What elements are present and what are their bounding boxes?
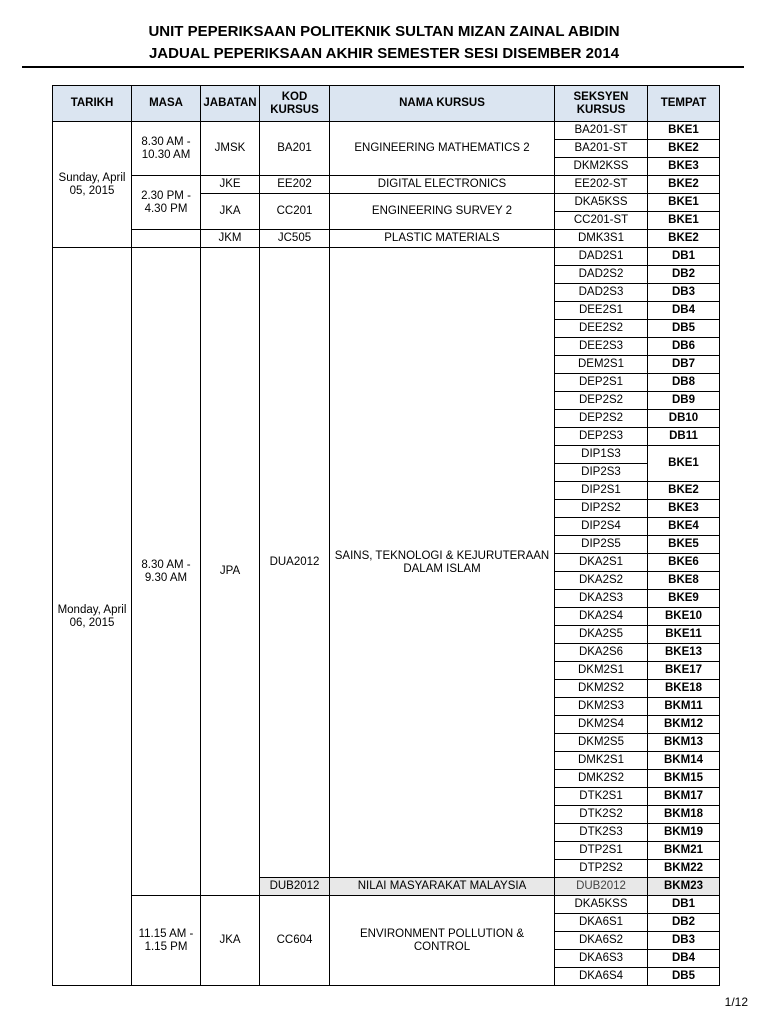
time-cell: 8.30 AM - 9.30 AM xyxy=(132,248,201,896)
jabatan-cell: JMSK xyxy=(201,122,260,176)
nama-kursus-cell: ENGINEERING SURVEY 2 xyxy=(330,194,555,230)
seksyen-cell: DIP2S2 xyxy=(555,500,648,518)
tempat-cell: BKE5 xyxy=(648,536,720,554)
col-header-nama-kursus: NAMA KURSUS xyxy=(330,86,555,122)
tempat-cell: BKE2 xyxy=(648,230,720,248)
seksyen-cell: DKA6S2 xyxy=(555,932,648,950)
tempat-cell: DB2 xyxy=(648,914,720,932)
seksyen-cell: DKM2S2 xyxy=(555,680,648,698)
seksyen-cell: DKA6S1 xyxy=(555,914,648,932)
seksyen-cell: DEE2S3 xyxy=(555,338,648,356)
seksyen-cell: DKA6S4 xyxy=(555,968,648,986)
tempat-cell: BKE1 xyxy=(648,194,720,212)
kod-kursus-cell: BA201 xyxy=(260,122,330,176)
tempat-cell: BKE2 xyxy=(648,140,720,158)
tempat-cell: DB4 xyxy=(648,950,720,968)
tempat-cell: DB7 xyxy=(648,356,720,374)
tempat-cell: DB4 xyxy=(648,302,720,320)
tempat-cell: DB6 xyxy=(648,338,720,356)
seksyen-cell: EE202-ST xyxy=(555,176,648,194)
date-cell: Sunday, April 05, 2015 xyxy=(53,122,132,248)
kod-kursus-cell: CC201 xyxy=(260,194,330,230)
tempat-cell: DB11 xyxy=(648,428,720,446)
seksyen-cell: DKA2S3 xyxy=(555,590,648,608)
seksyen-cell: DKM2S3 xyxy=(555,698,648,716)
nama-kursus-cell: ENVIRONMENT POLLUTION & CONTROL xyxy=(330,896,555,986)
col-header-seksyen-kursus: SEKSYEN KURSUS xyxy=(555,86,648,122)
seksyen-cell: DEM2S1 xyxy=(555,356,648,374)
seksyen-cell: DTK2S1 xyxy=(555,788,648,806)
tempat-cell: BKM22 xyxy=(648,860,720,878)
tempat-cell: BKE1 xyxy=(648,446,720,482)
tempat-cell: DB9 xyxy=(648,392,720,410)
tempat-cell: BKM17 xyxy=(648,788,720,806)
tempat-cell: BKM14 xyxy=(648,752,720,770)
table-header-row xyxy=(53,86,720,122)
tempat-cell: BKE8 xyxy=(648,572,720,590)
kod-kursus-cell: DUB2012 xyxy=(260,878,330,896)
kod-kursus-cell: JC505 xyxy=(260,230,330,248)
seksyen-cell: DIP2S5 xyxy=(555,536,648,554)
tempat-cell: BKE3 xyxy=(648,158,720,176)
time-cell: 11.15 AM - 1.15 PM xyxy=(132,896,201,986)
tempat-cell: BKM12 xyxy=(648,716,720,734)
seksyen-cell: DAD2S2 xyxy=(555,266,648,284)
seksyen-cell: DTK2S2 xyxy=(555,806,648,824)
tempat-cell: BKE17 xyxy=(648,662,720,680)
seksyen-cell: DKA2S4 xyxy=(555,608,648,626)
seksyen-cell: DKA5KSS xyxy=(555,194,648,212)
seksyen-cell: DMK3S1 xyxy=(555,230,648,248)
tempat-cell: BKE10 xyxy=(648,608,720,626)
seksyen-cell: DKA2S5 xyxy=(555,626,648,644)
tempat-cell: BKE11 xyxy=(648,626,720,644)
seksyen-cell: DKM2S4 xyxy=(555,716,648,734)
seksyen-cell: DEE2S2 xyxy=(555,320,648,338)
tempat-cell: BKE9 xyxy=(648,590,720,608)
jabatan-cell: JKE xyxy=(201,176,260,194)
exam-schedule-table xyxy=(52,85,720,986)
table-row xyxy=(53,176,720,194)
seksyen-cell: DTK2S3 xyxy=(555,824,648,842)
table-row xyxy=(53,230,720,248)
tempat-cell: BKE6 xyxy=(648,554,720,572)
seksyen-cell: DKA2S2 xyxy=(555,572,648,590)
tempat-cell: BKE2 xyxy=(648,482,720,500)
nama-kursus-cell: DIGITAL ELECTRONICS xyxy=(330,176,555,194)
col-header-tempat: TEMPAT xyxy=(648,86,720,122)
seksyen-cell: CC201-ST xyxy=(555,212,648,230)
tempat-cell: BKM11 xyxy=(648,698,720,716)
tempat-cell: DB3 xyxy=(648,932,720,950)
seksyen-cell: DTP2S1 xyxy=(555,842,648,860)
col-header-tarikh: TARIKH xyxy=(53,86,132,122)
col-header-kod-kursus: KOD KURSUS xyxy=(260,86,330,122)
seksyen-cell: DKA2S6 xyxy=(555,644,648,662)
tempat-cell: BKM23 xyxy=(648,878,720,896)
seksyen-cell: DEP2S2 xyxy=(555,410,648,428)
tempat-cell: BKE3 xyxy=(648,500,720,518)
seksyen-cell: BA201-ST xyxy=(555,140,648,158)
seksyen-cell: DIP2S3 xyxy=(555,464,648,482)
tempat-cell: DB5 xyxy=(648,320,720,338)
seksyen-cell: DIP2S1 xyxy=(555,482,648,500)
tempat-cell: DB1 xyxy=(648,896,720,914)
col-header-jabatan: JABATAN xyxy=(201,86,260,122)
tempat-cell: DB2 xyxy=(648,266,720,284)
tempat-cell: BKE1 xyxy=(648,122,720,140)
seksyen-cell: DKM2KSS xyxy=(555,158,648,176)
tempat-cell: DB8 xyxy=(648,374,720,392)
tempat-cell: BKE13 xyxy=(648,644,720,662)
seksyen-cell: DEP2S3 xyxy=(555,428,648,446)
time-cell xyxy=(132,230,201,248)
seksyen-cell: DTP2S2 xyxy=(555,860,648,878)
time-cell: 2.30 PM - 4.30 PM xyxy=(132,176,201,230)
seksyen-cell: DEP2S1 xyxy=(555,374,648,392)
document-subtitle: JADUAL PEPERIKSAAN AKHIR SEMESTER SESI DISEMBER 2014 xyxy=(148,45,620,62)
seksyen-cell: DKA6S3 xyxy=(555,950,648,968)
seksyen-cell: DIP2S4 xyxy=(555,518,648,536)
seksyen-cell: DMK2S1 xyxy=(555,752,648,770)
nama-kursus-cell: NILAI MASYARAKAT MALAYSIA xyxy=(330,878,555,896)
seksyen-cell: DUB2012 xyxy=(555,878,648,896)
kod-kursus-cell: EE202 xyxy=(260,176,330,194)
title-divider xyxy=(22,66,744,68)
tempat-cell: BKE2 xyxy=(648,176,720,194)
date-cell: Monday, April 06, 2015 xyxy=(53,248,132,986)
tempat-cell: DB1 xyxy=(648,248,720,266)
seksyen-cell: DKA2S1 xyxy=(555,554,648,572)
jabatan-cell: JKA xyxy=(201,194,260,230)
seksyen-cell: DEE2S1 xyxy=(555,302,648,320)
tempat-cell: BKE1 xyxy=(648,212,720,230)
table-row xyxy=(53,896,720,914)
jabatan-cell: JKM xyxy=(201,230,260,248)
nama-kursus-cell: PLASTIC MATERIALS xyxy=(330,230,555,248)
col-header-masa: MASA xyxy=(132,86,201,122)
tempat-cell: BKM18 xyxy=(648,806,720,824)
tempat-cell: DB3 xyxy=(648,284,720,302)
tempat-cell: DB10 xyxy=(648,410,720,428)
seksyen-cell: DIP1S3 xyxy=(555,446,648,464)
seksyen-cell: DKM2S5 xyxy=(555,734,648,752)
seksyen-cell: DAD2S3 xyxy=(555,284,648,302)
tempat-cell: DB5 xyxy=(648,968,720,986)
tempat-cell: BKM21 xyxy=(648,842,720,860)
tempat-cell: BKE18 xyxy=(648,680,720,698)
time-cell: 8.30 AM - 10.30 AM xyxy=(132,122,201,176)
kod-kursus-cell: DUA2012 xyxy=(260,248,330,878)
tempat-cell: BKM19 xyxy=(648,824,720,842)
seksyen-cell: BA201-ST xyxy=(555,122,648,140)
tempat-cell: BKM13 xyxy=(648,734,720,752)
jabatan-cell: JPA xyxy=(201,248,260,896)
table-row xyxy=(53,122,720,140)
nama-kursus-cell: SAINS, TEKNOLOGI & KEJURUTERAAN DALAM ISLAM xyxy=(330,248,555,878)
seksyen-cell: DAD2S1 xyxy=(555,248,648,266)
seksyen-cell: DEP2S2 xyxy=(555,392,648,410)
nama-kursus-cell: ENGINEERING MATHEMATICS 2 xyxy=(330,122,555,176)
jabatan-cell: JKA xyxy=(201,896,260,986)
seksyen-cell: DMK2S2 xyxy=(555,770,648,788)
seksyen-cell: DKM2S1 xyxy=(555,662,648,680)
tempat-cell: BKE4 xyxy=(648,518,720,536)
page-number: 1/12 xyxy=(724,995,748,1009)
seksyen-cell: DKA5KSS xyxy=(555,896,648,914)
tempat-cell: BKM15 xyxy=(648,770,720,788)
kod-kursus-cell: CC604 xyxy=(260,896,330,986)
document-title: UNIT PEPERIKSAAN POLITEKNIK SULTAN MIZAN ZAINAL ABIDIN xyxy=(148,23,620,40)
table-row xyxy=(53,248,720,266)
